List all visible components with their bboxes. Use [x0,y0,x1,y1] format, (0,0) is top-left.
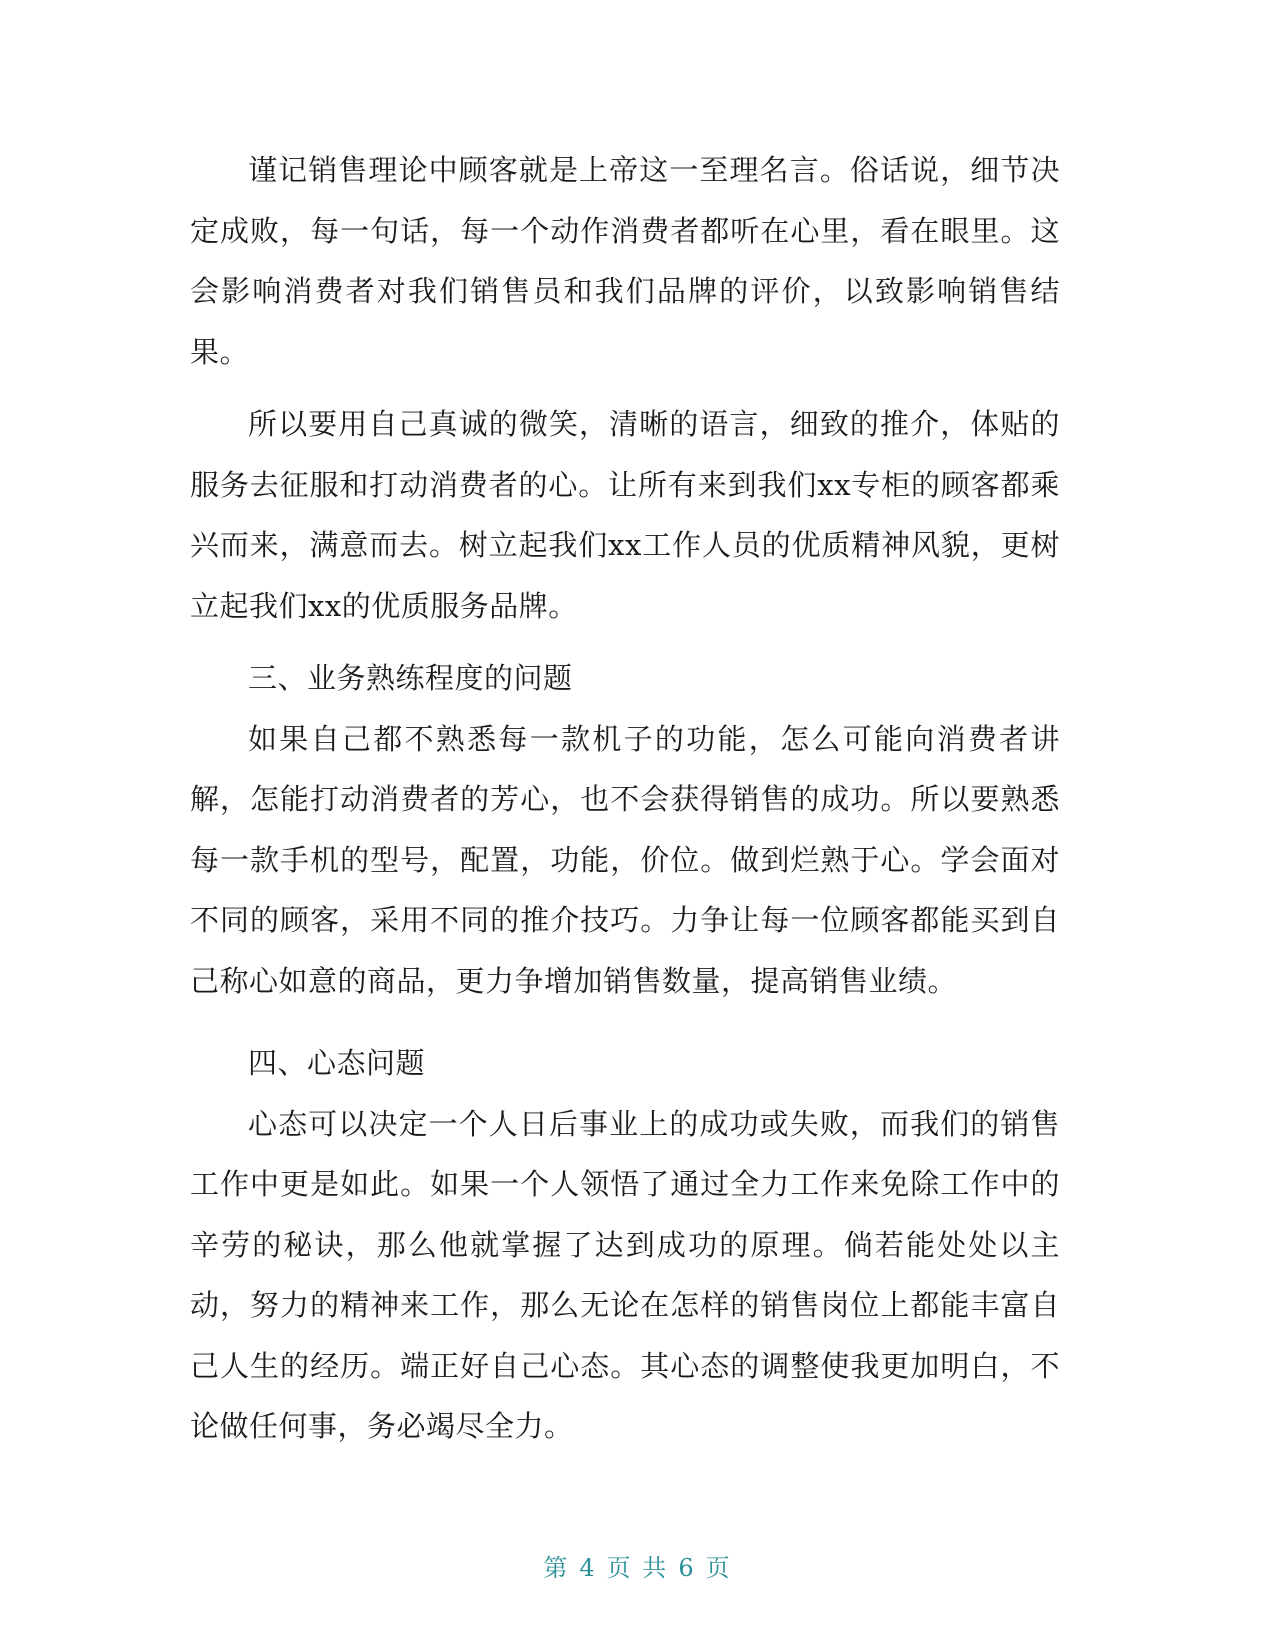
paragraph-mindset: 心态可以决定一个人日后事业上的成功或失败，而我们的销售工作中更是如此。如果一个人领悟了通过全力工作来免除工作中的辛劳的秘诀，那么他就掌握了达到成功的原理。倘若能处处以主动，努力的精神来工作，那么无论在怎样的销售岗位上都能丰富自己人生的经历。端正好自己心态。其心态的调整使我更加明白，不论做任何事，务必竭尽全力。 [190,1106,1060,1443]
paragraph-sincere-service: 所以要用自己真诚的微笑，清晰的语言，细致的推介，体贴的服务去征服和打动消费者的心。让所有来到我们xx专柜的顾客都乘兴而来，满意而去。树立起我们xx工作人员的优质精神风貌，更树立起我们xx的优质服务品牌。 [190,407,1060,623]
paragraph-product-knowledge: 如果自己都不熟悉每一款机子的功能，怎么可能向消费者讲解，怎能打动消费者的芳心，也不会获得销售的成功。所以要熟悉每一款手机的型号，配置，功能，价位。做到烂熟于心。学会面对不同的顾客，采用不同的推介技巧。力争让每一位顾客都能买到自己称心如意的商品，更力争增加销售数量，提高销售业绩。 [190,721,1060,998]
footer-suffix: 页 [705,1554,732,1582]
footer-total-pages: 6 [678,1554,696,1582]
footer-page-number: 4 [579,1554,597,1582]
page-footer [0,1548,1275,1583]
footer-prefix: 第 [543,1554,570,1582]
section-heading-mindset: 四、心态问题 [248,1046,426,1080]
footer-middle: 页 共 [606,1554,669,1582]
document-body [190,140,1060,1469]
paragraph-customer-is-god: 谨记销售理论中顾客就是上帝这一至理名言。俗话说，细节决定成败，每一句话，每一个动作消费者都听在心里，看在眼里。这会影响消费者对我们销售员和我们品牌的评价，以致影响销售结果。 [190,153,1060,369]
section-heading-business-proficiency: 三、业务熟练程度的问题 [248,661,573,695]
